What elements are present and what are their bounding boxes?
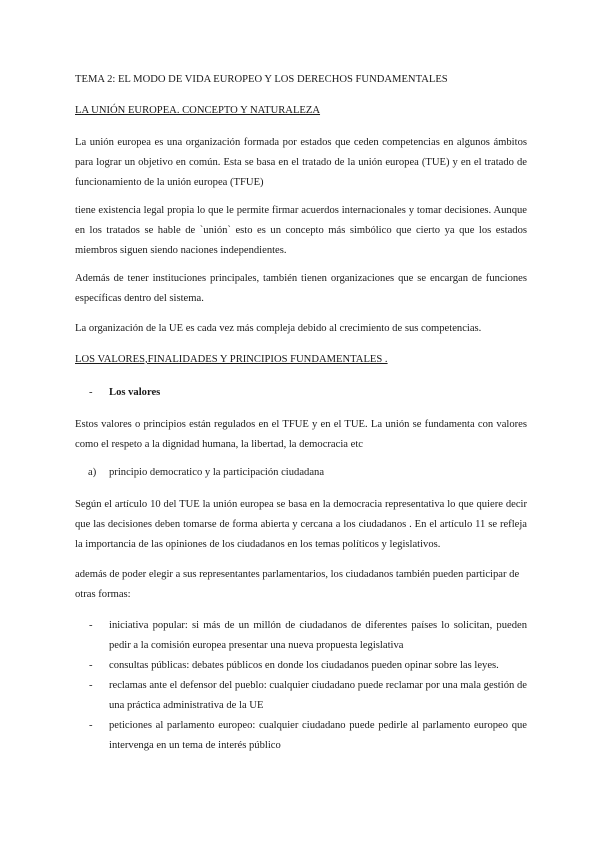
section-heading-union-europea: LA UNIÓN EUROPEA. CONCEPTO Y NATURALEZA <box>75 105 321 116</box>
paragraph-organizacion: La organización de la UE es cada vez más compleja debido al crecimiento de sus competencias. <box>75 323 482 334</box>
bullet-marker: - <box>89 680 93 691</box>
paragraph-valores: Estos valores o principios están regulados en el TFUE y en el TUE. La unión se fundamenta con valores como el respeto a la dignidad humana, la libertad, la democracia etc <box>75 419 527 450</box>
section-heading-valores: LOS VALORES,FINALIDADES Y PRINCIPIOS FUNDAMENTALES . <box>75 354 388 365</box>
bullet-marker: - <box>89 620 93 631</box>
paragraph-articulo-10: Según el artículo 10 del TUE la unión europea se basa en la democracia representativa lo que quiere decir que las decisiones deben tomarse de forma abierta y cercana a los ciudadanos . En el artículo 11 se refleja la importancia de las opiniones de los ciudadanos en los temas políticos y legislativos. <box>75 499 527 550</box>
document-title: TEMA 2: EL MODO DE VIDA EUROPEO Y LOS DERECHOS FUNDAMENTALES <box>75 74 448 85</box>
list-marker-a: a) <box>88 467 97 478</box>
list-item-peticiones: peticiones al parlamento europeo: cualquier ciudadano puede pedirle al parlamento europeo que intervenga en un tema de interés público <box>109 720 527 751</box>
paragraph-definicion: La unión europea es una organización formada por estados que ceden competencias en algunos ámbitos para lograr un objetivo en común. Esta se basa en el tratado de la unión europea (TUE) y en el tratado de funcionamiento de la unión europea (TFUE) <box>75 137 527 188</box>
paragraph-instituciones: Además de tener instituciones principales, también tienen organizaciones que se encargan de funciones específicas dentro del sistema. <box>75 273 527 304</box>
list-item-defensor-pueblo: reclamas ante el defensor del pueblo: cualquier ciudadano puede reclamar por una mala gestión de una práctica administrativa de la UE <box>109 680 527 711</box>
bullet-marker: - <box>89 720 93 731</box>
paragraph-participacion: además de poder elegir a sus representantes parlamentarios, los ciudadanos también pueden participar de otras formas: <box>75 569 520 600</box>
list-item-consultas-publicas: consultas públicas: debates públicos en donde los ciudadanos pueden opinar sobre las leyes. <box>109 660 499 671</box>
list-item-iniciativa-popular: iniciativa popular: si más de un millón de ciudadanos de diferentes países lo solicitan, pueden pedir a la comisión europea presentar una nueva propuesta legislativa <box>109 620 527 651</box>
subheading-los-valores: Los valores <box>109 387 161 398</box>
bullet-marker: - <box>89 387 93 398</box>
subheading-principio-democratico: principio democratico y la participación ciudadana <box>109 467 325 478</box>
paragraph-existencia-legal: tiene existencia legal propia lo que le permite firmar acuerdos internacionales y tomar decisiones. Aunque en los tratados se hable de `unión` esto es un concepto más simbólico que cierto ya que los estados miembros siguen siendo naciones independientes. <box>75 205 527 256</box>
bullet-marker: - <box>89 660 93 671</box>
